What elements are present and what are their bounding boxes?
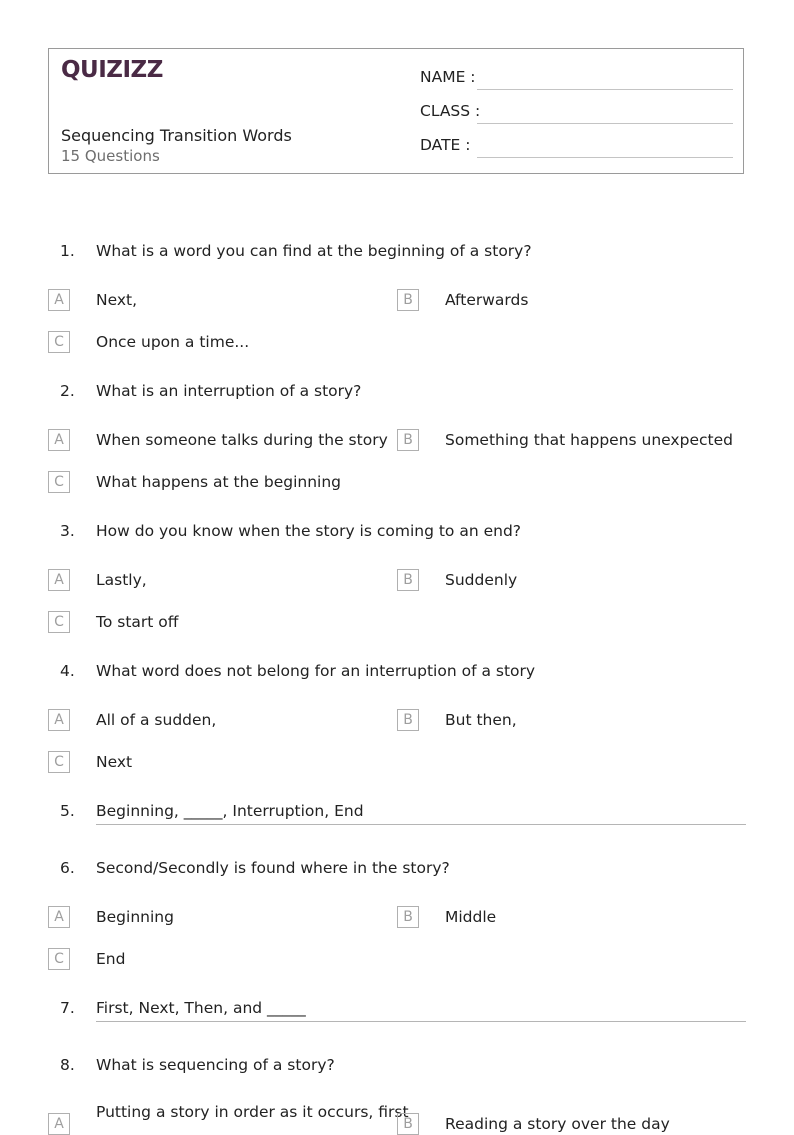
question-number: 7. xyxy=(60,999,75,1017)
question-number: 3. xyxy=(60,522,75,540)
option-letter-a[interactable]: A xyxy=(48,709,70,731)
option-c-text[interactable]: End xyxy=(96,950,126,968)
option-b-text[interactable]: But then, xyxy=(445,711,517,729)
option-a-text[interactable]: All of a sudden, xyxy=(96,711,217,729)
option-letter-c[interactable]: C xyxy=(48,331,70,353)
class-field[interactable] xyxy=(420,102,480,120)
answer-line[interactable] xyxy=(96,1021,746,1022)
worksheet-title: Sequencing Transition Words xyxy=(61,126,292,145)
question-text: What is sequencing of a story? xyxy=(96,1056,335,1074)
question-text: What is an interruption of a story? xyxy=(96,382,362,400)
option-letter-c[interactable]: C xyxy=(48,751,70,773)
option-b-text[interactable]: Suddenly xyxy=(445,571,518,589)
name-line[interactable] xyxy=(477,89,733,90)
option-letter-c[interactable]: C xyxy=(48,611,70,633)
option-letter-b[interactable]: B xyxy=(397,569,419,591)
date-label: DATE : xyxy=(420,136,471,154)
option-b-text[interactable]: Middle xyxy=(445,908,497,926)
option-b-text[interactable]: Afterwards xyxy=(445,291,529,309)
question-text: First, Next, Then, and _____ xyxy=(96,999,306,1017)
option-letter-b[interactable]: B xyxy=(397,429,419,451)
name-label: NAME : xyxy=(420,68,476,86)
option-letter-b[interactable]: B xyxy=(397,906,419,928)
option-b-text[interactable]: Reading a story over the day xyxy=(445,1115,670,1133)
name-field[interactable] xyxy=(420,68,476,86)
question-text: What is a word you can find at the beginning of a story? xyxy=(96,242,532,260)
question-text: Beginning, _____, Interruption, End xyxy=(96,802,364,820)
option-c-text[interactable]: To start off xyxy=(96,613,179,631)
class-line[interactable] xyxy=(477,123,733,124)
worksheet-header xyxy=(48,48,744,174)
option-a-text[interactable]: When someone talks during the story xyxy=(96,431,388,449)
class-label: CLASS : xyxy=(420,102,481,120)
option-letter-c[interactable]: C xyxy=(48,471,70,493)
option-letter-a[interactable]: A xyxy=(48,1113,70,1135)
option-a-text[interactable]: Beginning xyxy=(96,908,174,926)
option-letter-b[interactable]: B xyxy=(397,709,419,731)
question-text: Second/Secondly is found where in the story? xyxy=(96,859,450,877)
option-letter-a[interactable]: A xyxy=(48,906,70,928)
option-letter-a[interactable]: A xyxy=(48,289,70,311)
option-a-text[interactable]: Lastly, xyxy=(96,571,147,589)
question-number: 4. xyxy=(60,662,75,680)
option-letter-a[interactable]: A xyxy=(48,429,70,451)
question-count: 15 Questions xyxy=(61,147,160,165)
question-number: 8. xyxy=(60,1056,75,1074)
quizizz-logo: QUIZIZZ xyxy=(61,57,163,83)
date-line[interactable] xyxy=(477,157,733,158)
option-letter-b[interactable]: B xyxy=(397,1113,419,1135)
option-letter-b[interactable]: B xyxy=(397,289,419,311)
option-c-text[interactable]: Once upon a time... xyxy=(96,333,250,351)
option-a-text[interactable]: Next, xyxy=(96,291,138,309)
option-a-text[interactable]: Putting a story in order as it occurs, first xyxy=(96,1103,409,1121)
question-text: What word does not belong for an interruption of a story xyxy=(96,662,536,680)
option-c-text[interactable]: Next xyxy=(96,753,133,771)
option-c-text[interactable]: What happens at the beginning xyxy=(96,473,342,491)
date-field[interactable] xyxy=(420,136,470,154)
option-b-text[interactable]: Something that happens unexpected xyxy=(445,431,733,449)
question-number: 6. xyxy=(60,859,75,877)
question-number: 5. xyxy=(60,802,75,820)
answer-line[interactable] xyxy=(96,824,746,825)
question-number: 1. xyxy=(60,242,75,260)
question-text: How do you know when the story is coming to an end? xyxy=(96,522,522,540)
question-number: 2. xyxy=(60,382,75,400)
option-letter-c[interactable]: C xyxy=(48,948,70,970)
option-letter-a[interactable]: A xyxy=(48,569,70,591)
